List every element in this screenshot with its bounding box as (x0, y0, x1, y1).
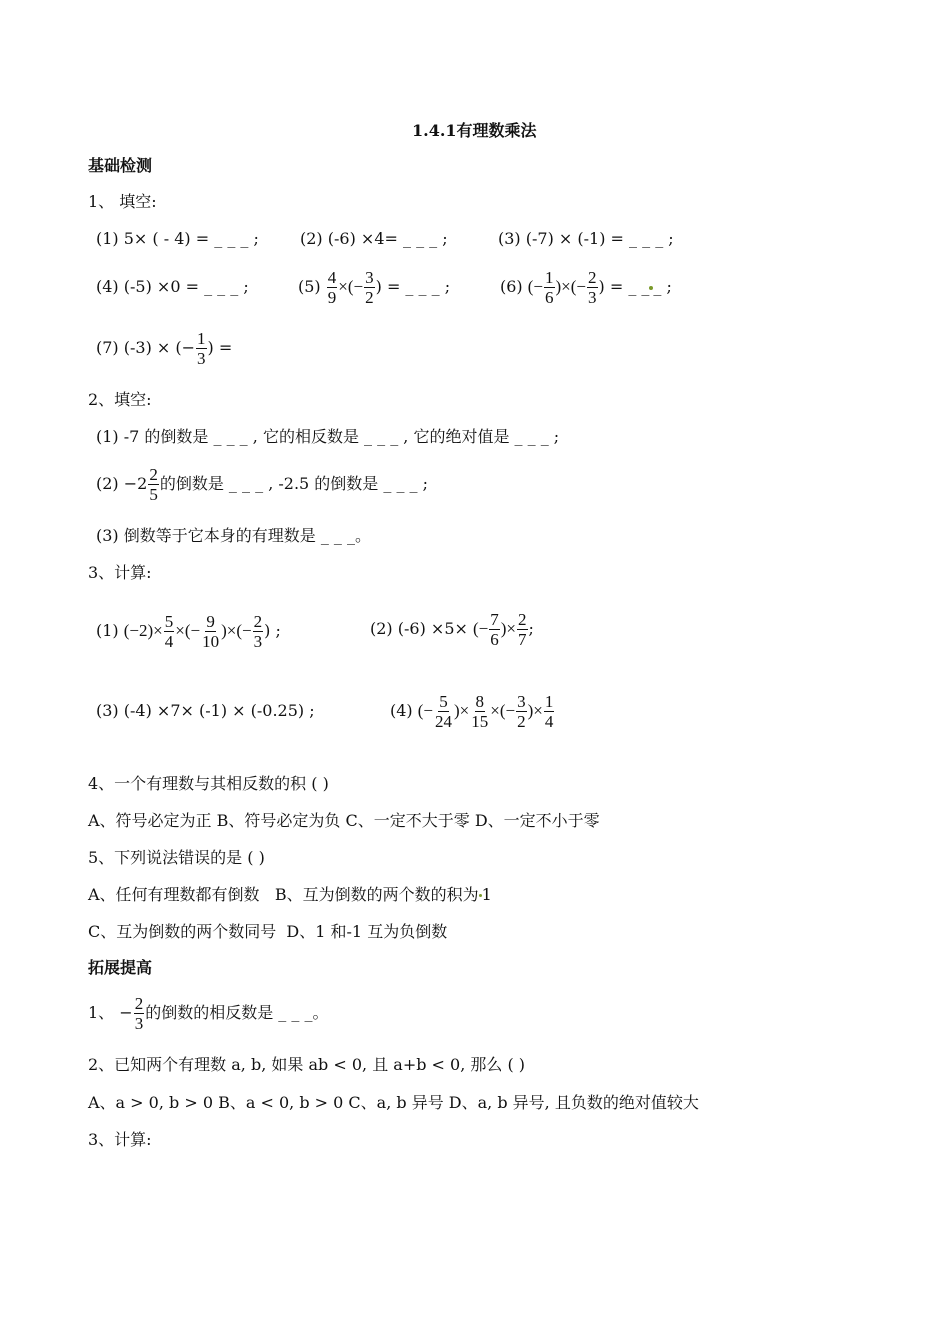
fraction: $\frac{2}{5}$ (149, 465, 158, 504)
option-c: C、互为倒数的两个数同号 (88, 922, 277, 941)
fraction: $\frac{2}{3}$ (134, 994, 144, 1033)
question-5-label: 5、下列说法错误的是 ( ) (88, 848, 265, 867)
q2-item-3: (3) 倒数等于它本身的有理数是 _ _ _。 (96, 526, 372, 545)
question-3-label: 3、计算: (88, 563, 152, 582)
extension-question-2-options: A、a > 0, b > 0 B、a < 0, b > 0 C、a, b 异号 D、a, b 异号, 且负数的绝对值较大 (88, 1093, 699, 1112)
q1-item-1: (1) 5× ( - 4) = _ _ _ ; (96, 229, 259, 248)
q2-item-1: (1) -7 的倒数是 _ _ _ , 它的相反数是 _ _ _ , 它的绝对值是 _ _ _ ; (96, 427, 560, 446)
fraction: $\frac{3}{2}$ (365, 268, 374, 307)
fraction: $\frac{1}{4}$ (544, 692, 554, 731)
question-5-options-cd (88, 922, 447, 942)
fraction: $\frac{4}{9}$ (327, 268, 337, 307)
extension-question-3: 3、计算: (88, 1130, 152, 1149)
fraction: $\frac{1}{3}$ (197, 329, 206, 368)
section-heading-extension: 拓展提高 (88, 958, 153, 977)
question-5-options-ab: A、任何有理数都有倒数 B、互为倒数的两个数的积为 1 (88, 885, 492, 904)
fraction: $\frac{7}{6}$ (490, 610, 499, 649)
option-a: A、任何有理数都有倒数 (88, 885, 260, 904)
fraction: $\frac{2}{7}$ (518, 610, 527, 649)
extension-question-2: 2、已知两个有理数 a, b, 如果 ab < 0, 且 a+b < 0, 那么 ( ) (88, 1055, 526, 1074)
q2-item-2: (2) −2 $\frac{2}{5}$ 的倒数是 _ _ _ , -2.5 的倒数是 _ _ _ ; (96, 465, 429, 504)
q3-item-1: (1) (−2)× $\frac{5}{4}$ ×(− $\frac{9}{10}$ )×(− $\frac{2}{3}$ ) ; (96, 612, 281, 651)
q3-item-4: (4) (− $\frac{5}{24}$ )× $\frac{8}{15}$ ×(− $\frac{3}{2}$ )× $\frac{1}{4}$ (390, 692, 554, 731)
section-heading-basic: 基础检测 (88, 156, 153, 175)
fraction: $\frac{5}{4}$ (164, 612, 174, 651)
fraction: $\frac{8}{15}$ (471, 692, 489, 731)
fraction: $\frac{3}{2}$ (517, 692, 526, 731)
q1-item-5: (5) $\frac{4}{9}$ ×(− $\frac{3}{2}$ ) = _ _ _ ; (298, 268, 451, 307)
fraction: $\frac{9}{10}$ (202, 612, 220, 651)
q1-item-5-label: (5) (298, 277, 321, 296)
q1-item-3: (3) (-7) × (-1) = _ _ _ ; (498, 229, 674, 248)
option-d: D、1 和-1 互为负倒数 (286, 922, 448, 941)
question-1-label: 1、 填空: (88, 192, 157, 211)
fraction: $\frac{1}{6}$ (545, 268, 554, 307)
q1-item-6: (6) (− $\frac{1}{6}$ )×(− $\frac{2}{3}$ ) = _ _ _ ; (500, 268, 672, 307)
extension-question-1: 1、 − $\frac{2}{3}$ 的倒数的相反数是 _ _ _。 (88, 994, 329, 1033)
option-b: B、互为倒数的两个数的积为 (274, 885, 479, 904)
q1-item-2: (2) (-6) ×4= _ _ _ ; (300, 229, 448, 248)
q1-item-6-label: (6) (500, 277, 523, 296)
q1-item-7: (7) (-3) × (− $\frac{1}{3}$ ) = (96, 329, 233, 368)
q1-item-4: (4) (-5) ×0 = _ _ _ ; (96, 277, 249, 296)
fraction: $\frac{2}{3}$ (588, 268, 597, 307)
question-2-label: 2、填空: (88, 390, 152, 409)
fraction: $\frac{2}{3}$ (253, 612, 263, 651)
question-4-options: A、符号必定为正 B、符号必定为负 C、一定不大于零 D、一定不小于零 (88, 811, 600, 830)
question-4-label: 4、一个有理数与其相反数的积 ( ) (88, 774, 329, 793)
q3-item-2: (2) (-6) ×5× (− $\frac{7}{6}$ )× $\frac{2}{7}$ ; (370, 610, 534, 649)
fraction: $\frac{5}{24}$ (435, 692, 453, 731)
q3-item-3: (3) (-4) ×7× (-1) × (-0.25) ; (96, 701, 315, 720)
page-title: 1.4.1有理数乘法 (412, 121, 537, 140)
